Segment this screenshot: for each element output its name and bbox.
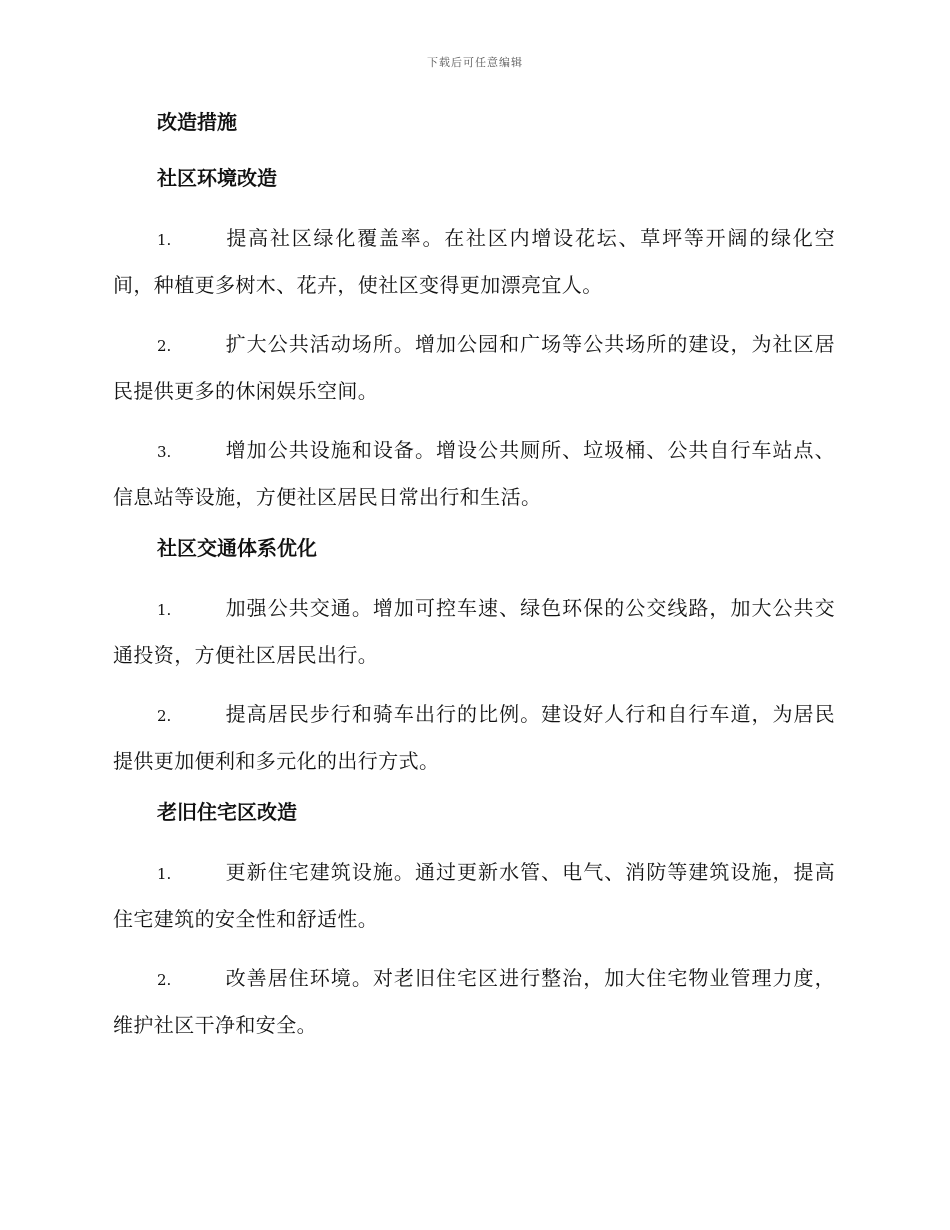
section-heading: 老旧住宅区改造 [157,800,297,824]
item-text: 提高社区绿化覆盖率。在社区内增设花坛、草坪等开阔的绿化空间，种植更多树木、花卉，使社区变得更加漂亮宜人。 [113,226,835,297]
item-text: 提高居民步行和骑车出行的比例。建设好人行和自行车道，为居民提供更加便利和多元化的出行方式。 [113,702,835,773]
list-item [113,850,835,942]
item-number: 3. [157,443,172,461]
list-item [113,586,835,678]
list-item [113,216,835,308]
item-text: 更新住宅建筑设施。通过更新水管、电气、消防等建筑设施，提高住宅建筑的安全性和舒适性。 [113,860,835,931]
item-number: 2. [157,337,172,355]
list-item [113,428,835,520]
item-text: 加强公共交通。增加可控车速、绿色环保的公交线路，加大公共交通投资，方便社区居民出行。 [113,596,835,667]
header-note: 下载后可任意编辑 [427,56,523,69]
item-number: 2. [157,707,172,725]
document-title: 改造措施 [157,110,237,134]
item-text: 扩大公共活动场所。增加公园和广场等公共场所的建设，为社区居民提供更多的休闲娱乐空间。 [113,332,835,403]
item-text: 增加公共设施和设备。增设公共厕所、垃圾桶、公共自行车站点、信息站等设施，方便社区居民日常出行和生活。 [113,438,835,509]
item-number: 1. [157,231,172,249]
list-item [113,322,835,414]
item-number: 1. [157,865,172,883]
item-number: 1. [157,601,172,619]
list-item [113,956,835,1048]
section-heading: 社区交通体系优化 [157,536,317,560]
section-heading: 社区环境改造 [157,166,277,190]
item-number: 2. [157,971,172,989]
item-text: 改善居住环境。对老旧住宅区进行整治，加大住宅物业管理力度，维护社区干净和安全。 [113,966,835,1037]
list-item [113,692,835,784]
document-content [113,108,835,1062]
